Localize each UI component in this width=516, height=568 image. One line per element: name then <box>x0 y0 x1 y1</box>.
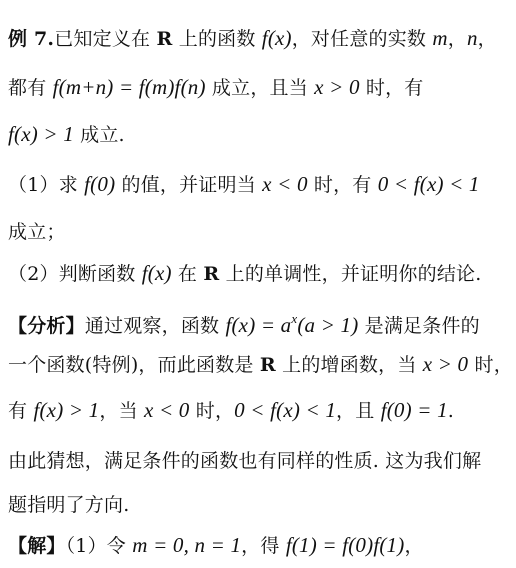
math-expression: 0 < f(x) < 1 <box>377 172 480 196</box>
text-span: ，当 <box>99 400 145 422</box>
math-expression: f(x) <box>141 261 172 285</box>
text-span: （2）判断函数 <box>8 263 142 285</box>
text-span: 通过观察，函数 <box>84 315 226 337</box>
text-line <box>8 73 516 102</box>
math-expression: (a > 1) <box>297 313 359 337</box>
text-span: 时，有 <box>359 77 424 99</box>
text-span: 有 <box>8 400 34 422</box>
text-span: 时， <box>189 400 235 422</box>
math-expression: n <box>466 26 478 50</box>
text-span: 是满足条件的 <box>358 315 480 337</box>
text-line <box>8 120 516 149</box>
text-span: 一个函数(特例)，而此函数是 <box>8 354 260 376</box>
text-span: 上的函数 <box>172 28 262 50</box>
text-span: ， <box>477 28 497 50</box>
math-expression: 0 < f(x) < 1 <box>234 398 337 422</box>
text-line <box>8 259 516 288</box>
bold-text: R <box>259 354 276 376</box>
bold-text: 【分析】 <box>8 315 85 337</box>
text-span: 上的增函数，当 <box>275 354 423 376</box>
text-line <box>8 491 516 519</box>
text-line <box>8 447 516 475</box>
text-span: 时， <box>468 354 513 376</box>
text-span: 都有 <box>8 77 53 99</box>
math-expression: f(x) <box>261 26 292 50</box>
text-span: （1）求 <box>8 174 85 196</box>
math-expression: x < 0 <box>144 398 190 422</box>
bold-text: R <box>156 28 173 50</box>
text-span: 由此猜想，满足条件的函数也有同样的性质. 这为我们解 <box>8 450 482 472</box>
math-expression: x > 0 <box>422 352 469 376</box>
text-span: 已知定义在 <box>54 28 157 50</box>
text-line <box>8 24 516 53</box>
text-line <box>8 350 516 379</box>
text-span: 的值，并证明当 <box>115 174 263 196</box>
math-expression: f(m+n) = f(m)f(n) <box>52 75 206 99</box>
math-expression: f(0) = 1 <box>380 398 448 422</box>
text-span: ， <box>447 28 467 50</box>
text-span: 上的单调性，并证明你的结论. <box>219 263 482 285</box>
math-expression: x > 0 <box>314 75 360 99</box>
math-expression: f(0) <box>84 172 116 196</box>
text-line <box>8 531 516 560</box>
text-span: 时，有 <box>307 174 378 196</box>
text-line <box>8 218 516 246</box>
text-line <box>8 305 516 340</box>
text-span: 成立. <box>73 124 125 146</box>
text-span: ，得 <box>241 535 286 557</box>
text-line <box>8 396 516 425</box>
text-line <box>8 170 516 199</box>
text-span: （1）令 <box>65 535 133 557</box>
text-span: 在 <box>171 263 204 285</box>
math-expression: x < 0 <box>262 172 308 196</box>
text-span: 题指明了方向. <box>8 494 130 516</box>
math-expression: m <box>432 26 448 50</box>
bold-text: 例 7. <box>8 28 55 50</box>
math-expression: f(x) > 1 <box>8 122 74 146</box>
math-expression: f(1) = f(0)f(1) <box>285 533 405 557</box>
text-span: ， <box>404 535 424 557</box>
bold-text: R <box>203 263 220 285</box>
math-expression: x <box>291 311 298 326</box>
text-span: ，且 <box>336 400 381 422</box>
math-expression: f(x) > 1 <box>33 398 100 422</box>
math-expression: f(x) = a <box>225 313 292 337</box>
text-span: ，对任意的实数 <box>291 28 433 50</box>
text-span: 成立； <box>8 221 66 243</box>
math-expression: m = 0, n = 1 <box>132 533 242 557</box>
text-span: . <box>447 400 455 422</box>
text-span: 成立，且当 <box>205 77 315 99</box>
bold-text: 【解】 <box>8 535 66 557</box>
